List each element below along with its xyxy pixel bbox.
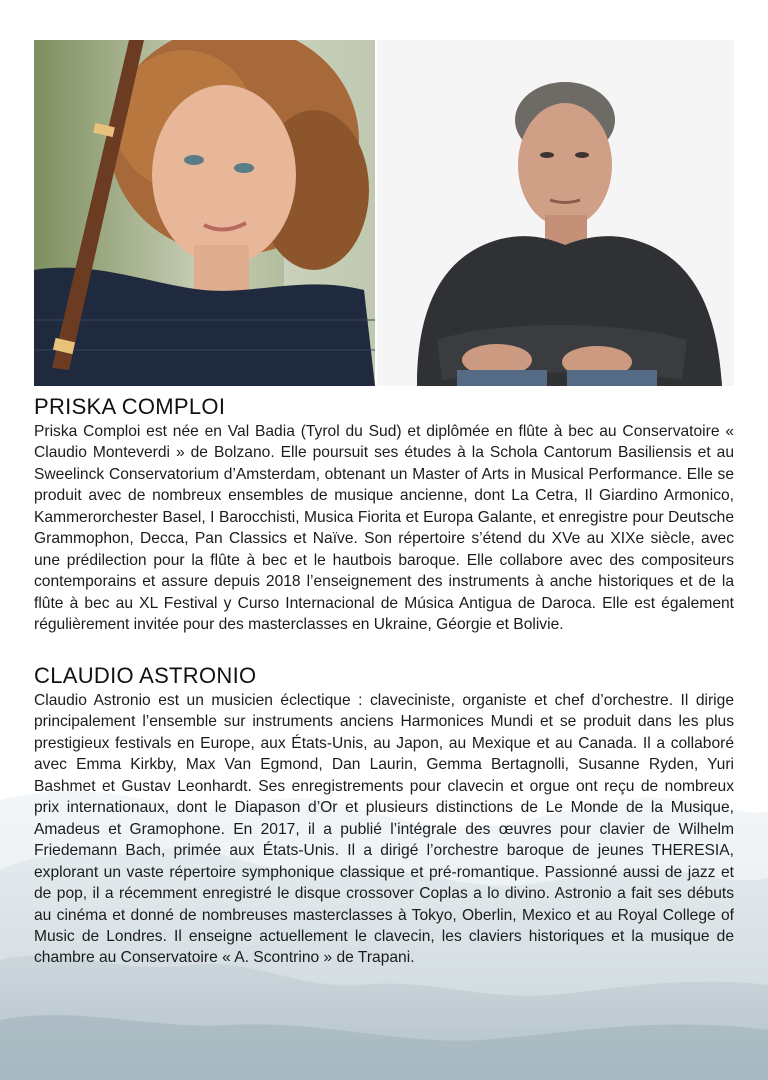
- bio-name: PRISKA COMPLOI: [34, 394, 226, 419]
- bio-claudio-astronio: [34, 662, 734, 969]
- bio-priska-comploi: [34, 393, 734, 636]
- bio-text: Claudio Astronio est un musicien éclectique : claveciniste, organiste et chef d’orchestre. Il dirige principalement l’ensemble sur instruments anciens Harmonices Mundi et se produit dans les plus prestigieux festivals en Europe, aux États-Unis, au Japon, au Mexique et au Canada. Il a collaboré avec Emma Kirkby, Max Van Egmond, Dan Laurin, Gemma Bertagnolli, Susanne Ryden, Yuri Bashmet et Gustav Leonhardt. Ses enregistrements pour clavecin et orgue ont reçu de nombreux prix internationaux, dont le Diapason d’Or et plusieurs distinctions de Le Monde de la Musique, Amadeus et Gramophone. En 2017, il a publié l’intégrale des œuvres pour clavier de Wilhelm Friedemann Bach, primée aux États-Unis. Il a dirigé l’orchestre baroque de jeunes THERESIA, explorant un vaste répertoire symphonique classique et pré-romantique. Passionné aussi de jazz et de pop, il a récemment enregistré le disque crossover Coplas a lo divino. Astronio a fait ses débuts au cinéma et donné de nombreuses masterclasses à Tokyo, Oberlin, Mexico et au Royal College of Music de Londres. Il enseigne actuellement le clavecin, les claviers historiques et la musique de chambre au Conservatoire « A. Scontrino » de Trapani.: [34, 692, 734, 967]
- photo-claudio-astronio: [377, 40, 734, 386]
- photo-priska-comploi: [34, 40, 375, 386]
- bio-text: Priska Comploi est née en Val Badia (Tyrol du Sud) et diplômée en flûte à bec au Conservatoire « Claudio Monteverdi » de Bolzano. Elle poursuit ses études à la Schola Cantorum Basiliensis et au Sweelinck Conservatorium d’Amsterdam, obtenant un Master of Arts in Musical Performance. Elle se produit avec de nombreux ensembles de musique ancienne, dont La Cetra, Il Giardino Armonico, Kammerorchester Basel, I Barocchisti, Musica Fiorita et Europa Galante, et enregistre pour Deutsche Grammophon, Decca, Pan Classics et Naïve. Son répertoire s’étend du XVe au XIXe siècle, avec une prédilection pour la flûte à bec et le hautbois baroque. Elle collabore avec des compositeurs contemporains et assure depuis 2018 l’enseignement des instruments à anche historiques et de la flûte à bec au XL Festival y Curso Internacional de Música Antigua de Daroca. Elle est également régulièrement invitée pour des masterclasses en Ukraine, Géorgie et Bolivie.: [34, 423, 734, 634]
- bio-name: CLAUDIO ASTRONIO: [34, 663, 257, 688]
